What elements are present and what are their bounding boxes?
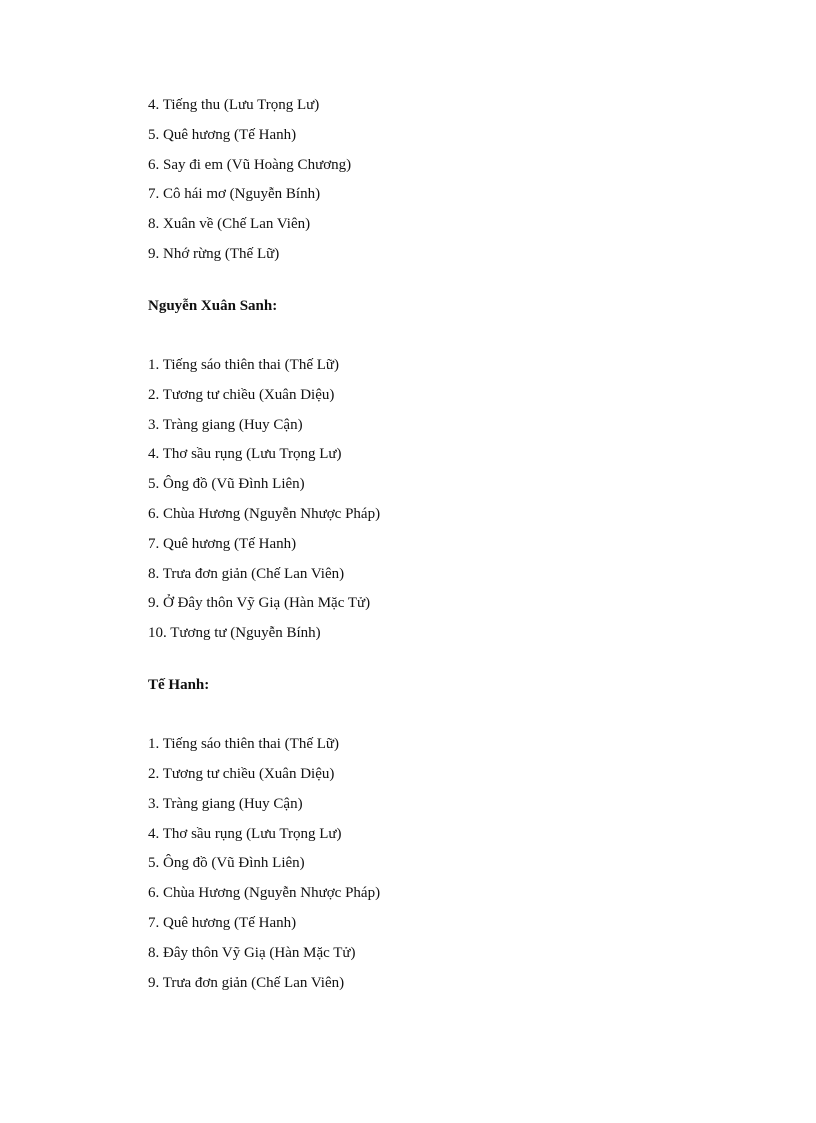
list-item: 7. Quê hương (Tế Hanh) [148, 535, 297, 552]
list-item: 7. Cô hái mơ (Nguyễn Bính) [148, 186, 321, 203]
list-item: 9. Nhớ rừng (Thế Lữ) [148, 245, 280, 262]
list-item: 4. Thơ sầu rụng (Lưu Trọng Lư) [148, 825, 342, 842]
list-item: 1. Tiếng sáo thiên thai (Thế Lữ) [148, 356, 340, 373]
list-item: 3. Tràng giang (Huy Cận) [148, 795, 303, 812]
list-item: 9. Trưa đơn giản (Chế Lan Viên) [148, 974, 345, 991]
list-item: 1. Tiếng sáo thiên thai (Thế Lữ) [148, 736, 340, 753]
list-item: 6. Chùa Hương (Nguyễn Nhược Pháp) [148, 885, 381, 902]
top-list [148, 95, 768, 264]
list-item: 5. Ông đồ (Vũ Đình Liên) [148, 476, 305, 493]
list-item: 2. Tương tư chiều (Xuân Diệu) [148, 765, 335, 782]
list-item: 2. Tương tư chiều (Xuân Diệu) [148, 386, 335, 403]
list-item: 4. Thơ sầu rụng (Lưu Trọng Lư) [148, 446, 342, 463]
list-item: 7. Quê hương (Tế Hanh) [148, 914, 297, 931]
list-item: 6. Say đi em (Vũ Hoàng Chương) [148, 156, 352, 173]
list-item: 5. Quê hương (Tế Hanh) [148, 126, 297, 143]
list-item: 8. Xuân về (Chế Lan Viên) [148, 216, 311, 233]
list-item: 4. Tiếng thu (Lưu Trọng Lư) [148, 97, 320, 113]
list-item: 10. Tương tư (Nguyễn Bính) [148, 625, 321, 642]
section-te-hanh [148, 675, 768, 992]
section-nguyen-xuan-sanh [148, 296, 768, 643]
list-item: 8. Đây thôn Vỹ Giạ (Hàn Mặc Tử) [148, 944, 356, 961]
list-item: 3. Tràng giang (Huy Cận) [148, 416, 303, 433]
section-heading: Nguyễn Xuân Sanh: [148, 297, 278, 314]
list-item: 9. Ở Đây thôn Vỹ Giạ (Hàn Mặc Tử) [148, 595, 371, 612]
list-item: 6. Chùa Hương (Nguyễn Nhược Pháp) [148, 505, 381, 522]
list-item: 5. Ông đồ (Vũ Đình Liên) [148, 855, 305, 872]
section-heading: Tế Hanh: [148, 677, 210, 694]
document-body [148, 95, 768, 1002]
list-item: 8. Trưa đơn giản (Chế Lan Viên) [148, 565, 345, 582]
